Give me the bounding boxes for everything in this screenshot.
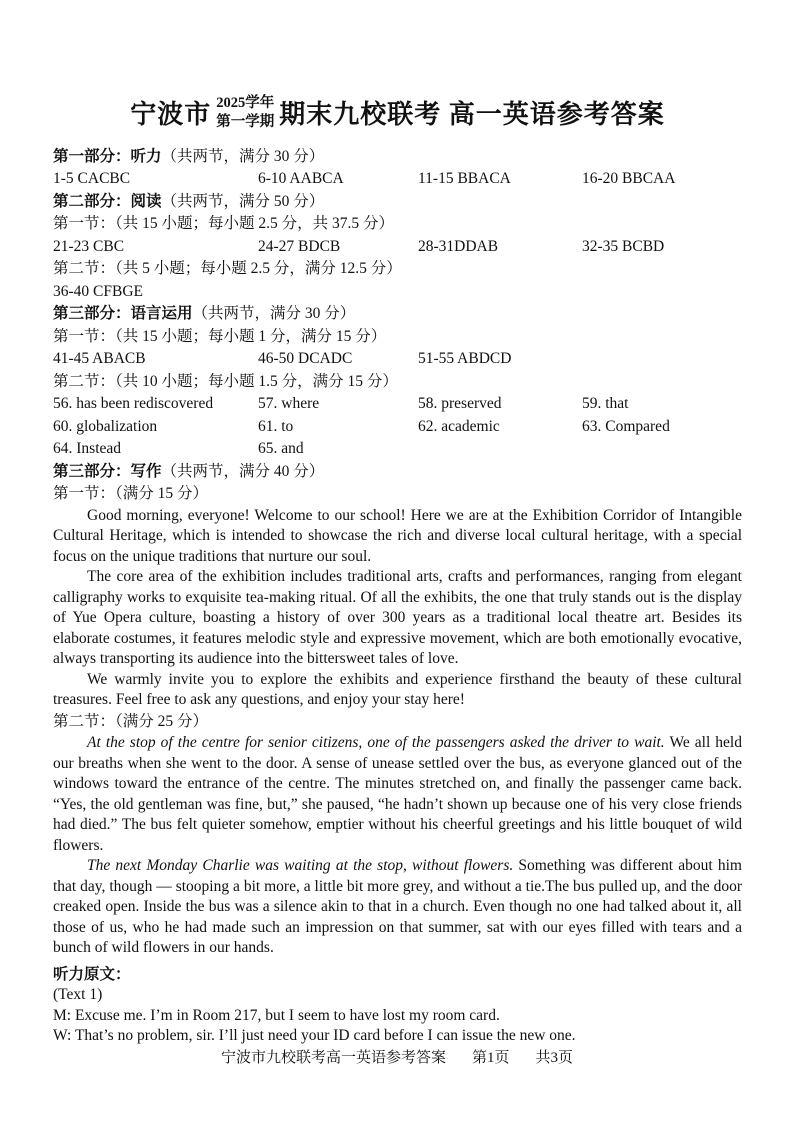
part1-heading (53, 146, 742, 169)
answer-cell: 58. preserved (418, 395, 502, 413)
writing-heading (53, 461, 742, 484)
part3-section2-answer-row-2 (53, 416, 742, 439)
answer-cell: 1-5 CACBC (53, 170, 131, 188)
writing-section2-paragraph-1-body: We all held our breaths when she went to the door. A sense of unease settled over the bus, as everyone glanced out of the windows toward the entrance of the centre. The minutes stretched on, and finally the passenger came back. “Yes, the old gentleman was fine, but,” she paused, “he hadn’t shown up because one of his very close friends had died.” The bus felt quieter somehow, emptier without his cheerful greetings and his little bouquet of wild flowers. (53, 734, 742, 854)
part3-section2-answer-row-1 (53, 393, 742, 416)
transcript-line-w: W: That’s no problem, sir. I’ll just need your ID card before I can issue the new one. (53, 1027, 576, 1045)
title-year-term-stack (216, 94, 274, 132)
part3-section2-answer-row-3 (53, 438, 742, 461)
part2-heading-title: 第二部分：阅读 (53, 192, 162, 210)
footer-page-number: 第1页 (471, 1050, 510, 1066)
part3-heading (53, 303, 742, 326)
part2-heading-note: （共两节，满分 50 分） (161, 192, 325, 210)
part3-heading-title: 第三部分：语言运用 (53, 305, 193, 323)
writing-section1-paragraph-2: The core area of the exhibition includes traditional arts, crafts and performances, ranging from elegant calligraphy works to exquisite tea-making ritual. Of all the exhibits, the one that truly stands out is the display of Yue Opera culture, boasting a history of over 300 years as a traditional local theatre art. Besides its elaborate costumes, it features melodic style and expressive movement, which are both emotionally evocative, always transporting its audience into the bittersweet tales of love. (53, 568, 742, 668)
answer-cell: 41-45 ABACB (53, 350, 146, 368)
answer-cell: 60. globalization (53, 417, 158, 435)
answer-cell: 62. academic (418, 417, 500, 435)
writing-section1-paragraph-1: Good morning, everyone! Welcome to our school! Here we are at the Exhibition Corridor of Intangible Cultural Heritage, which is intended to showcase the rich and diverse local cultural heritage, with a special focus on the unique traditions that nurture our soul. (53, 506, 742, 565)
title-semester: 第一学期 (216, 113, 275, 130)
answer-cell: 32-35 BCBD (582, 237, 665, 255)
answer-cell: 28-31DDAB (418, 237, 499, 255)
part2-heading (53, 191, 742, 214)
title-city: 宁波市 (130, 100, 212, 130)
answer-cell: 61. to (258, 417, 294, 435)
answer-cell: 65. and (258, 440, 304, 458)
part2-section1-answer-row (53, 236, 742, 259)
transcript-text1-label: (Text 1) (53, 986, 103, 1004)
part1-answer-row (53, 168, 742, 191)
footer-doc-label: 宁波市九校联考高一英语参考答案 (220, 1050, 446, 1066)
writing-section2-paragraph-2-body: Something was different about him that day, though — stooping a bit more, a little bit more grey, and without a tie.The bus pulled up, and the door creaked open. Inside the bus was a silence akin to that in a church. Even though no one had talked about it, all those of us, who he had made such an impression on that summer, sat with our eyes filled with tears and a bunch of wild flowers in our hands. (53, 857, 742, 957)
writing-section1-label: 第一节：（满分 15 分） (53, 485, 209, 503)
title-exam-name: 期末九校联考 高一英语参考答案 (279, 100, 665, 130)
answer-cell: 21-23 CBC (53, 237, 125, 255)
transcript-section (53, 965, 742, 1047)
answer-cell: 46-50 DCADC (258, 350, 353, 368)
writing-heading-note: （共两节，满分 40 分） (161, 462, 325, 480)
writing-section2-label: 第二节：（满分 25 分） (53, 712, 209, 730)
part2-section2-answer-row: 36-40 CFBGE (53, 282, 143, 300)
answer-cell (418, 438, 582, 461)
answer-cell: 59. that (582, 395, 629, 413)
writing-section2-paragraph-2 (53, 856, 742, 959)
page-title (53, 94, 742, 132)
writing-section1-paragraph-3: We warmly invite you to explore the exhibits and experience firsthand the beauty of these cultural treasures. Feel free to ask any questions, and enjoy your stay here! (53, 670, 742, 709)
answer-cell: 63. Compared (582, 417, 670, 435)
writing-section2-paragraph-1 (53, 733, 742, 856)
part1-heading-title: 第一部分：听力 (53, 147, 162, 165)
answer-cell: 16-20 BBCAA (582, 170, 676, 188)
part1-heading-note: （共两节，满分 30 分） (161, 147, 325, 165)
answer-cell: 6-10 AABCA (258, 170, 344, 188)
part3-section1-label: 第一节：（共 15 小题；每小题 1 分，满分 15 分） (53, 327, 387, 345)
writing-section2-paragraph-1-lead: At the stop of the centre for senior citizens, one of the passengers asked the driver to wait. (87, 734, 665, 752)
part3-section2-label: 第二节：（共 10 小题；每小题 1.5 分，满分 15 分） (53, 372, 398, 390)
page-footer (0, 1046, 794, 1067)
answer-cell: 11-15 BBACA (418, 170, 511, 188)
answer-cell: 64. Instead (53, 440, 122, 458)
writing-heading-title: 第三部分：写作 (53, 462, 162, 480)
title-academic-year: 2025学年 (216, 95, 275, 111)
part2-section2-label: 第二节：（共 5 小题；每小题 2.5 分，满分 12.5 分） (53, 260, 402, 278)
writing-section2-paragraph-2-lead: The next Monday Charlie was waiting at the stop, without flowers. (87, 857, 514, 875)
answer-cell: 57. where (258, 395, 320, 413)
transcript-heading: 听力原文： (53, 965, 131, 983)
answer-cell: 51-55 ABDCD (418, 350, 512, 368)
footer-page-total: 共3页 (535, 1050, 574, 1066)
answer-cell (582, 438, 742, 461)
answer-cell (582, 348, 742, 371)
answer-cell: 56. has been rediscovered (53, 395, 214, 413)
part3-heading-note: （共两节，满分 30 分） (192, 305, 356, 323)
part3-section1-answer-row (53, 348, 742, 371)
part2-section1-label: 第一节：（共 15 小题；每小题 2.5 分，共 37.5 分） (53, 215, 395, 233)
transcript-line-m: M: Excuse me. I’m in Room 217, but I seem to have lost my room card. (53, 1006, 500, 1024)
answer-cell: 24-27 BDCB (258, 237, 341, 255)
